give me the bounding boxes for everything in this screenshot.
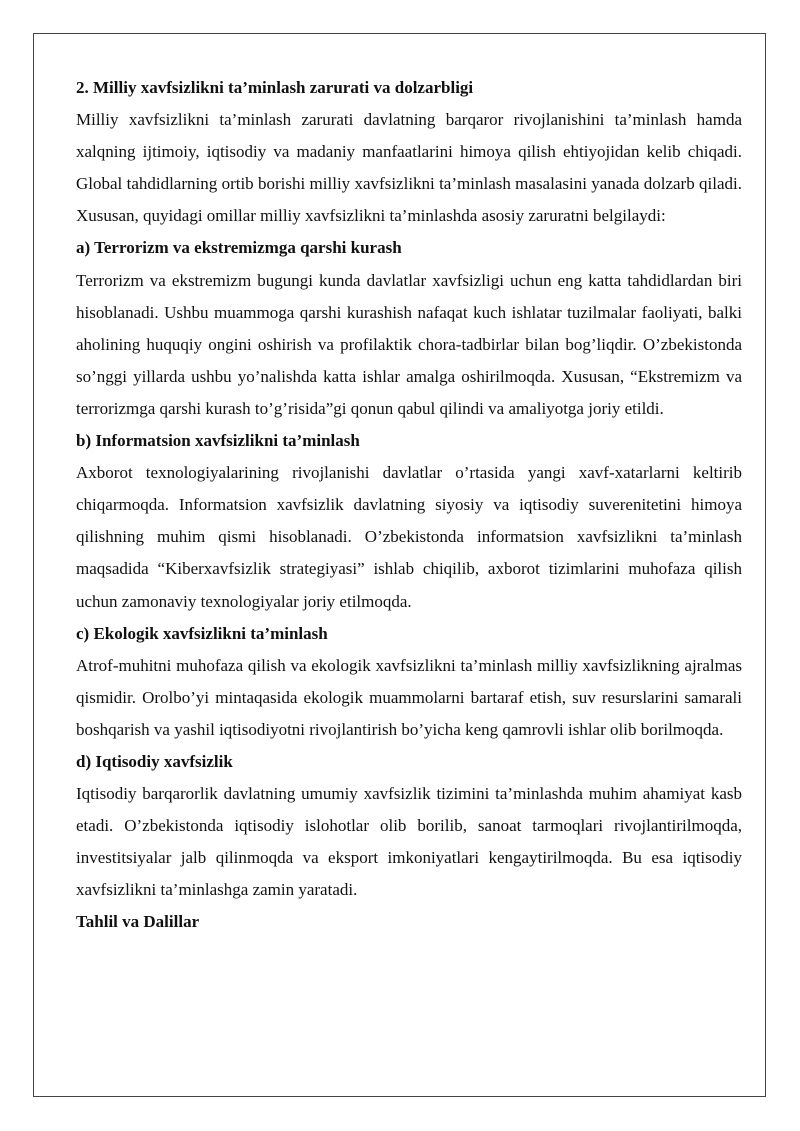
closing-heading: Tahlil va Dalillar xyxy=(76,912,200,932)
section-title: 2. Milliy xavfsizlikni ta’minlash zarurati va dolzarbligi xyxy=(76,78,474,97)
intro-paragraph: Milliy xavfsizlikni ta’minlash zarurati davlatning barqaror rivojlanishini ta’minlash hamda xalqning ijtimoiy, iqtisodiy va madaniy manfaatlarini himoya qilish ehtiyojidan kelib chiqadi. Global tahdidlarning ortib borishi milliy xavfsizlikni ta’minlash masalasini yanada dolzarb qiladi. Xususan, quyidagi omillar milliy xavfsizlikni ta’minlashda asosiy zaruratni belgilaydi: xyxy=(76,110,742,226)
subsection-heading-economy: d) Iqtisodiy xavfsizlik xyxy=(76,751,233,771)
subsection-heading-terrorism: a) Terrorizm va ekstremizmga qarshi kurash xyxy=(76,238,402,258)
subsection-text-terrorism: Terrorizm va ekstremizm bugungi kunda davlatlar xavfsizligi uchun eng katta tahdidlardan biri hisoblanadi. Ushbu muammoga qarshi kurashish nafaqat kuch ishlatar tuzilmalar faoliyati, balki aholining huquqiy ongini oshirish va profilaktik chora-tadbirlar bilan bog’liqdir. O’zbekistonda so’nggi yillarda ushbu yo’nalishda katta ishlar amalga oshirilmoqda. Xususan, “Ekstremizm va terrorizmga qarshi kurash to’g’risida”gi qonun qabul qilindi va amaliyotga joriy etildi. xyxy=(76,270,742,418)
document-body xyxy=(76,72,742,939)
subsection-text-information: Axborot texnologiyalarining rivojlanishi davlatlar o’rtasida yangi xavf-xatarlarni keltirib chiqarmoqda. Informatsion xavfsizlik davlatning siyosiy va iqtisodiy suverenitetini himoya qilishning muhim qismi hisoblanadi. O’zbekistonda informatsion xavfsizlikni ta’minlash maqsadida “Kiberxavfsizlik strategiyasi” ishlab chiqilib, axborot tizimlarini muhofaza qilish uchun zamonaviy texnologiyalar joriy etilmoqda. xyxy=(76,463,742,611)
subsection-heading-information: b) Informatsion xavfsizlikni ta’minlash xyxy=(76,431,360,451)
subsection-text-ecology: Atrof-muhitni muhofaza qilish va ekologik xavfsizlikni ta’minlash milliy xavfsizlikning ajralmas qismidir. Orolbo’yi mintaqasida ekologik muammolarni bartaraf etish, suv resurslarini samarali boshqarish va yashil iqtisodiyotni rivojlantirish bo’yicha keng qamrovli ishlar olib borilmoqda. xyxy=(76,655,742,739)
subsection-text-economy: Iqtisodiy barqarorlik davlatning umumiy xavfsizlik tizimini ta’minlashda muhim ahamiyat kasb etadi. O’zbekistonda iqtisodiy islohotlar olib borilib, sanoat tarmoqlari rivojlantirilmoqda, investitsiyalar jalb qilinmoqda va eksport imkoniyatlari kengaytirilmoqda. Bu esa iqtisodiy xavfsizlikni ta’minlashga zamin yaratadi. xyxy=(76,784,742,900)
subsection-heading-ecology: c) Ekologik xavfsizlikni ta’minlash xyxy=(76,623,328,643)
